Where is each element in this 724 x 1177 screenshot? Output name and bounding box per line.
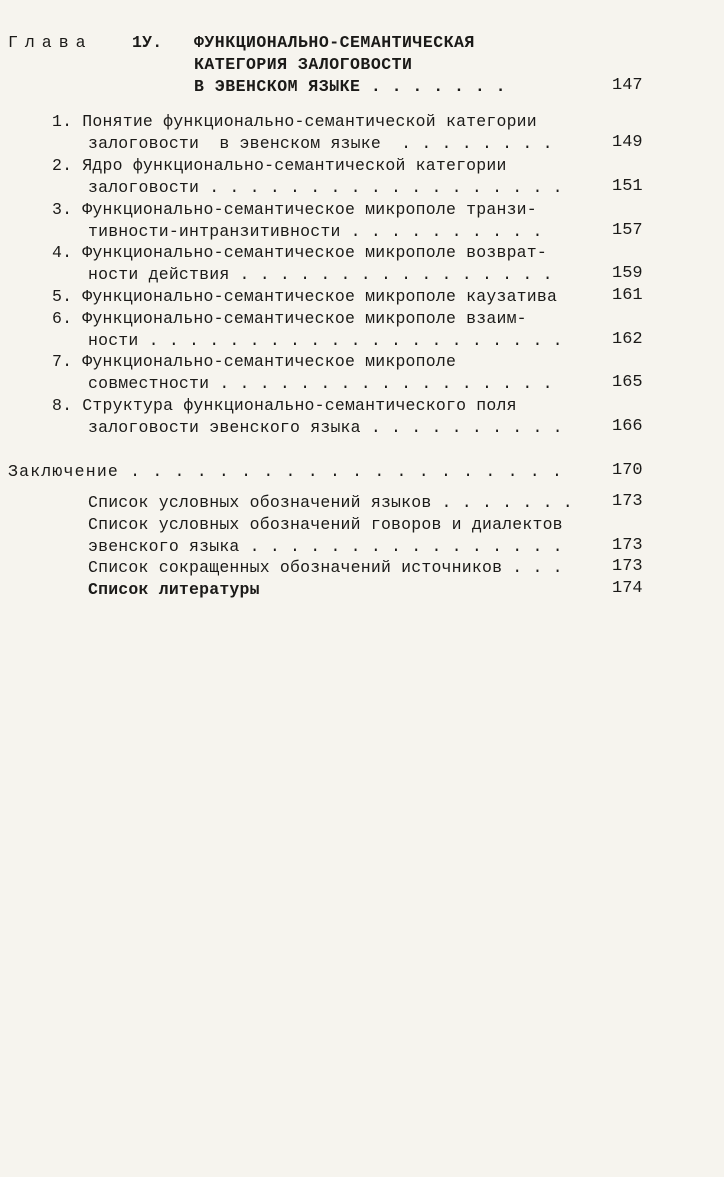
appendix-4-page: 174 <box>612 579 643 598</box>
section-1-page: 149 <box>612 133 643 152</box>
appendix-3-page: 173 <box>612 557 643 576</box>
section-4-page: 159 <box>612 264 643 283</box>
chapter-title-line-3: В ЭВЕНСКОМ ЯЗЫКЕ . . . . . . . <box>194 77 507 96</box>
section-4-line-2: ности действия . . . . . . . . . . . . . . . . <box>88 265 553 284</box>
appendix-1-page: 173 <box>612 492 643 511</box>
chapter-label: Глава <box>8 33 93 52</box>
section-3-line-1: 3. Функционально-семантическое микрополе транзи- <box>52 200 537 219</box>
section-5-page: 161 <box>612 286 643 305</box>
section-6-page: 162 <box>612 330 643 349</box>
conclusion-page: 170 <box>612 461 643 480</box>
section-5-line-1: 5. Функционально-семантическое микрополе каузатива <box>52 287 558 306</box>
section-6-line-2: ности . . . . . . . . . . . . . . . . . . . . . <box>88 331 563 350</box>
section-3-line-2: тивности-интранзитивности . . . . . . . . . . <box>88 222 543 241</box>
appendix-2-page: 173 <box>612 536 643 555</box>
appendix-2-line-2: эвенского языка . . . . . . . . . . . . . . . . <box>88 537 563 556</box>
chapter-number: 1У. <box>132 33 163 52</box>
chapter-title-line-1: ФУНКЦИОНАЛЬНО-СЕМАНТИЧЕСКАЯ <box>194 33 475 52</box>
section-7-line-2: совместности . . . . . . . . . . . . . . . . . <box>88 374 553 393</box>
section-8-line-2: залоговости эвенского языка . . . . . . . . . . <box>88 418 563 437</box>
section-7-page: 165 <box>612 373 643 392</box>
appendix-3-line-1: Список сокращенных обозначений источников . . . <box>88 558 563 577</box>
section-1-line-2: залоговости в эвенском языке . . . . . . . . <box>88 134 553 153</box>
section-3-page: 157 <box>612 221 643 240</box>
section-1-line-1: 1. Понятие функционально-семантической категории <box>52 112 537 131</box>
appendix-4-line-1: Список литературы <box>88 580 260 599</box>
section-7-line-1: 7. Функционально-семантическое микрополе <box>52 352 457 371</box>
section-4-line-1: 4. Функционально-семантическое микрополе возврат- <box>52 243 547 262</box>
section-6-line-1: 6. Функционально-семантическое микрополе взаим- <box>52 309 527 328</box>
section-2-page: 151 <box>612 177 643 196</box>
section-2-line-1: 2. Ядро функционально-семантической категории <box>52 156 507 175</box>
section-2-line-2: залоговости . . . . . . . . . . . . . . . . . . <box>88 178 563 197</box>
section-8-line-1: 8. Структура функционально-семантического поля <box>52 396 517 415</box>
appendix-2-line-1: Список условных обозначений говоров и диалектов <box>88 515 563 534</box>
conclusion-label: Заключение . . . . . . . . . . . . . . . . . . . . <box>8 462 564 481</box>
chapter-page-number: 147 <box>612 76 643 95</box>
section-8-page: 166 <box>612 417 643 436</box>
chapter-title-line-2: КАТЕГОРИЯ ЗАЛОГОВОСТИ <box>194 55 413 74</box>
appendix-1-line-1: Список условных обозначений языков . . . . . . . <box>88 493 573 512</box>
